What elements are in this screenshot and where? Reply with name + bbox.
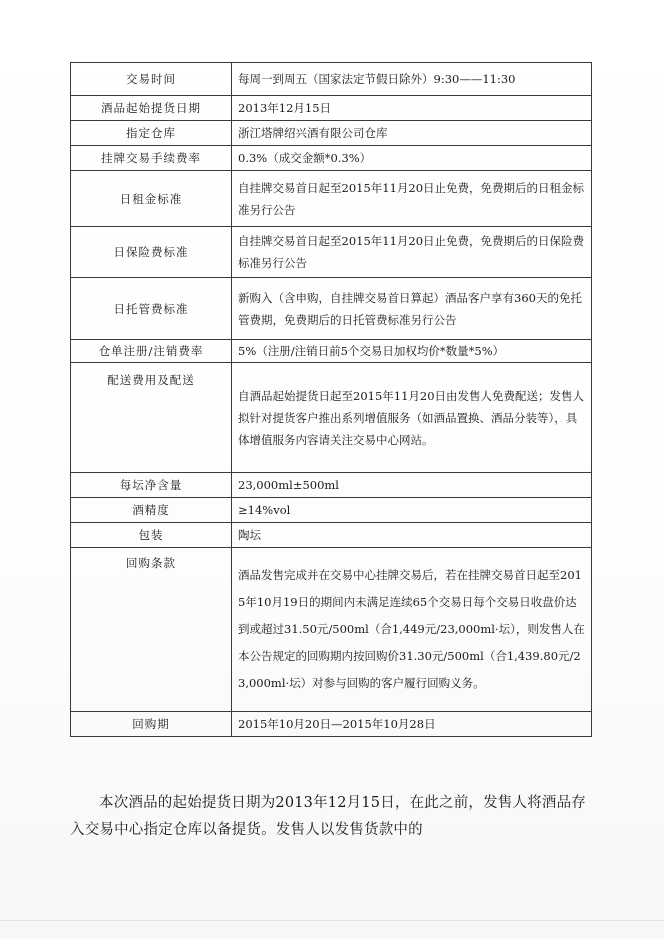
- table-row: [71, 363, 592, 473]
- row-value: 2013年12月15日: [232, 96, 592, 121]
- row-label: 仓单注册/注销费率: [71, 340, 232, 363]
- row-value: 酒品发售完成并在交易中心挂牌交易后，若在挂牌交易首日起至2015年10月19日的期间内未满足连续65个交易日每个交易日收盘价达到或超过31.50元/500ml（合1,449元/23,000ml·坛），则发售人在本公告规定的回购期内按回购价31.30元/500ml（合1,439.80元/23,000ml·坛）对参与回购的客户履行回购义务。: [232, 548, 592, 712]
- row-label: 酒品起始提货日期: [71, 96, 232, 121]
- table-row: [71, 121, 592, 146]
- spec-table: [70, 62, 592, 737]
- row-value: 5%（注册/注销日前5个交易日加权均价*数量*5%）: [232, 340, 592, 363]
- row-value: 自酒品起始提货日起至2015年11月20日由发售人免费配送；发售人拟针对提货客户推出系列增值服务（如酒品置换、酒品分装等），具体增值服务内容请关注交易中心网站。: [232, 363, 592, 473]
- row-label: 酒精度: [71, 498, 232, 523]
- row-value: 2015年10月20日—2015年10月28日: [232, 712, 592, 737]
- table-row: [71, 548, 592, 712]
- row-value: 自挂牌交易首日起至2015年11月20日止免费，免费期后的日租金标准另行公告: [232, 171, 592, 227]
- page-bottom-divider: [0, 920, 664, 921]
- table-row: [71, 340, 592, 363]
- row-label: 日租金标准: [71, 171, 232, 227]
- row-label: 配送费用及配送: [71, 363, 232, 473]
- row-value: 浙江塔牌绍兴酒有限公司仓库: [232, 121, 592, 146]
- row-label: 回购期: [71, 712, 232, 737]
- row-label: 日托管费标准: [71, 278, 232, 340]
- row-label: 交易时间: [71, 63, 232, 96]
- row-value: 每周一到周五（国家法定节假日除外）9:30——11:30: [232, 63, 592, 96]
- table-row: [71, 171, 592, 227]
- table-row: [71, 278, 592, 340]
- row-label: 回购条款: [71, 548, 232, 712]
- row-value: ≥14%vol: [232, 498, 592, 523]
- table-row: [71, 146, 592, 171]
- table-row: [71, 473, 592, 498]
- table-row: [71, 523, 592, 548]
- table-row: [71, 227, 592, 278]
- row-label: 指定仓库: [71, 121, 232, 146]
- table-row: [71, 498, 592, 523]
- row-value: 陶坛: [232, 523, 592, 548]
- row-label: 日保险费标准: [71, 227, 232, 278]
- row-label: 每坛净含量: [71, 473, 232, 498]
- row-value: 0.3%（成交金额*0.3%）: [232, 146, 592, 171]
- body-paragraph: 本次酒品的起始提货日期为2013年12月15日，在此之前，发售人将酒品存入交易中心指定仓库以备提货。发售人以发售货款中的: [70, 794, 587, 838]
- row-label: 挂牌交易手续费率: [71, 146, 232, 171]
- row-label: 包装: [71, 523, 232, 548]
- table-row: [71, 712, 592, 737]
- row-value: 23,000ml±500ml: [232, 473, 592, 498]
- row-value: 自挂牌交易首日起至2015年11月20日止免费，免费期后的日保险费标准另行公告: [232, 227, 592, 278]
- table-row: [71, 96, 592, 121]
- row-value: 新购入（含申购，自挂牌交易首日算起）酒品客户享有360天的免托管费期，免费期后的日托管费标准另行公告: [232, 278, 592, 340]
- table-row: [71, 63, 592, 96]
